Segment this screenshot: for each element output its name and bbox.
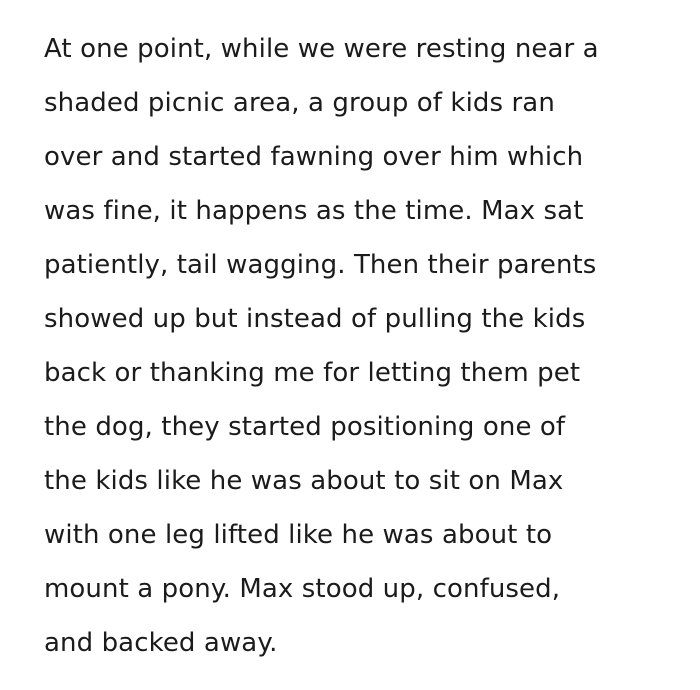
- story-line: the kids like he was about to sit on Max: [44, 466, 564, 496]
- story-line: the dog, they started positioning one of: [44, 412, 566, 442]
- story-line: back or thanking me for letting them pet: [44, 358, 581, 388]
- story-paragraph: [44, 22, 684, 670]
- story-line: shaded picnic area, a group of kids ran: [44, 88, 555, 118]
- story-line: patiently, tail wagging. Then their parents: [44, 250, 597, 280]
- story-line: was fine, it happens as the time. Max sat: [44, 196, 584, 226]
- story-line: mount a pony. Max stood up, confused,: [44, 574, 561, 604]
- story-line: and backed away.: [44, 628, 278, 658]
- story-line: over and started fawning over him which: [44, 142, 584, 172]
- story-line: showed up but instead of pulling the kids: [44, 304, 586, 334]
- story-line: At one point, while we were resting near a: [44, 34, 599, 64]
- story-line: with one leg lifted like he was about to: [44, 520, 553, 550]
